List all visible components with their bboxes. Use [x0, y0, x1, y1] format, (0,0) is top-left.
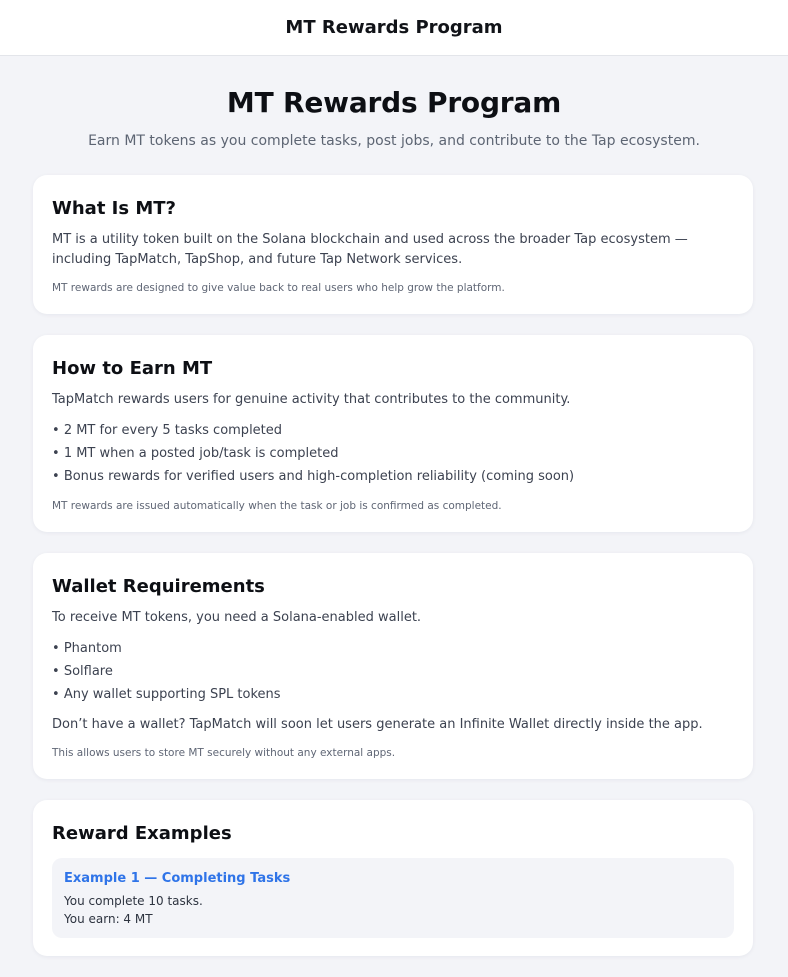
card-title: What Is MT? [52, 198, 176, 219]
list-item: • Solflare [52, 660, 734, 683]
list-item: • Any wallet supporting SPL tokens [52, 683, 734, 706]
cards-container [33, 175, 753, 977]
what-is-mt-card [33, 175, 753, 314]
earn-list [52, 419, 734, 488]
example-line: You complete 10 tasks. [64, 894, 203, 908]
card-note: MT rewards are designed to give value back to real users who help grow the platform. [52, 282, 505, 294]
card-title: Wallet Requirements [52, 576, 265, 597]
page-title: MT Rewards Program [226, 86, 562, 119]
list-item: • 1 MT when a posted job/task is completed [52, 442, 734, 465]
example-box [52, 858, 734, 938]
card-note: This allows users to store MT securely without any external apps. [52, 747, 396, 759]
top-bar [0, 0, 788, 56]
card-title: Reward Examples [52, 823, 232, 844]
how-to-earn-card [33, 335, 753, 532]
example-line: You earn: 4 MT [64, 912, 153, 926]
example-title: Example 1 — Completing Tasks [64, 871, 291, 886]
card-text: To receive MT tokens, you need a Solana-enabled wallet. [52, 610, 422, 625]
hero [0, 56, 788, 149]
wallet-list [52, 637, 734, 706]
reward-examples-card [33, 800, 753, 956]
wallet-requirements-card [33, 553, 753, 779]
list-item: • Phantom [52, 637, 734, 660]
page-subtitle: Earn MT tokens as you complete tasks, post jobs, and contribute to the Tap ecosystem. [88, 133, 700, 149]
topbar-title: MT Rewards Program [285, 17, 503, 38]
card-text: MT is a utility token built on the Solana blockchain and used across the broader Tap ecosystem — including TapMatch, TapShop, and future Tap Network services. [52, 232, 688, 267]
card-note: MT rewards are issued automatically when the task or job is confirmed as completed. [52, 500, 502, 512]
card-text: Don’t have a wallet? TapMatch will soon let users generate an Infinite Wallet directly inside the app. [52, 717, 703, 732]
card-title: How to Earn MT [52, 358, 213, 379]
list-item: • Bonus rewards for verified users and high-completion reliability (coming soon) [52, 465, 734, 488]
list-item: • 2 MT for every 5 tasks completed [52, 419, 734, 442]
card-text: TapMatch rewards users for genuine activity that contributes to the community. [52, 392, 571, 407]
